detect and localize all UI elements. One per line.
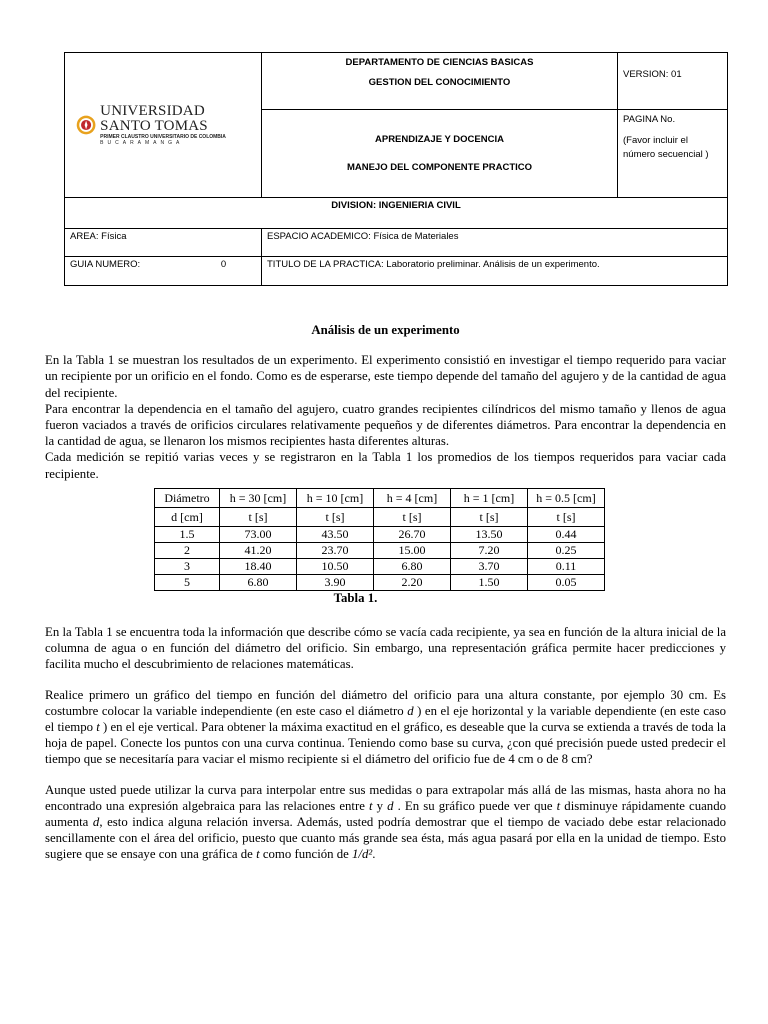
p6-text-h: . [372,847,376,862]
area-label: AREA: Física [65,229,262,257]
learning-label: APRENDIZAJE Y DOCENCIA [375,133,504,145]
version-label: VERSION: 01 [618,53,728,110]
table-cell: 1.50 [451,574,528,590]
table-row [155,574,605,590]
table-header-row [155,488,605,507]
table-cell: h = 10 [cm] [297,488,374,507]
var-t: t [256,847,260,862]
table-row [155,526,605,542]
practice-title-label: TITULO DE LA PRACTICA: Laboratorio preliminar. Análisis de un experimento. [262,257,728,286]
inverse-square-expr: 1/d² [352,847,373,862]
table-cell: h = 0.5 [cm] [528,488,605,507]
table-cell: 41.20 [220,542,297,558]
var-t: t [556,798,561,813]
p5-text-c: ) en el eje vertical. Para obtener la máxima exactitud en el gráfico, es deseable que la curva se extienda a través de toda la hoja de papel. Conecte los puntos con una curva continua. Teniendo como base su curva, ¿con qué precisión puede usted predecir el tiempo que se necesitaría para vaciar el mismo recipiente si el diámetro del orificio fue de 4 cm o de 8 cm? [45,720,726,767]
table-cell: 3 [155,558,220,574]
p6-text-d: disminuye rápidamente cuando aumenta [45,798,726,830]
table-cell: 15.00 [374,542,451,558]
learning-cell [262,110,618,198]
var-t: t [96,720,100,735]
p5-text-a: Realice primero un gráfico del tiempo en función del diámetro del orificio para una altura constante, por ejemplo 30 cm. Es costumbre colocar la variable independiente (en este caso el diámetro [45,687,726,718]
component-label: MANEJO DEL COMPONENTE PRACTICO [346,161,533,173]
table-cell: 1.5 [155,526,220,542]
table-cell: t [s] [374,507,451,526]
table-cell: 0.11 [528,558,605,574]
table-cell: t [s] [297,507,374,526]
paragraph-4: En la Tabla 1 se encuentra toda la información que describe cómo se vacía cada recipiente, ya sea en función de la altura inicial de la columna de agua o en función del diámetro del orificio. Sin embargo, una representación gráfica permite hacer predicciones y facilita mucho el descubrimiento de relaciones matemáticas. [45,625,726,672]
guide-number: 0 [220,259,227,270]
table-cell: 18.40 [220,558,297,574]
paragraph-5 [45,687,726,768]
management-label: GESTION DEL CONOCIMIENTO [368,77,511,88]
seal-icon [76,111,96,139]
table-cell: 26.70 [374,526,451,542]
table-cell: 2 [155,542,220,558]
page-cell [618,110,728,198]
var-d: d [92,815,100,830]
table-cell: 13.50 [451,526,528,542]
table-cell: 3.70 [451,558,528,574]
table-cell: 0.25 [528,542,605,558]
paragraph-1: En la Tabla 1 se muestran los resultados de un experimento. El experimento consistió en investigar el tiempo requerido para vaciar un recipiente por un orificio en el fondo. Como es de esperarse, este tiempo depende del tamaño del agujero y de la cantidad de agua del recipiente. [45,353,726,400]
table-cell: 7.20 [451,542,528,558]
table-row [155,542,605,558]
table-cell: h = 1 [cm] [451,488,528,507]
table-cell: 2.20 [374,574,451,590]
table-cell: 43.50 [297,526,374,542]
university-logo [70,104,256,146]
department-cell [262,53,618,110]
division-label: DIVISION: INGENIERIA CIVIL [65,198,728,229]
document-header [64,52,728,286]
table-cell: h = 4 [cm] [374,488,451,507]
results-table [154,488,605,591]
table-cell: 0.44 [528,526,605,542]
table-cell: 23.70 [297,542,374,558]
var-d: d [387,798,394,813]
table-cell: t [s] [528,507,605,526]
var-t: t [369,798,373,813]
table-cell: 6.80 [220,574,297,590]
academic-space-label: ESPACIO ACADEMICO: Física de Materiales [262,229,728,257]
department-label: DEPARTAMENTO DE CIENCIAS BASICAS [345,57,534,68]
table-cell: 10.50 [297,558,374,574]
university-subtitle: PRIMER CLAUSTRO UNIVERSITARIO DE COLOMBIA [100,134,226,140]
university-city: BUCARAMANGA [100,140,184,146]
table-row [155,558,605,574]
p6-text-c: . En su gráfico puede ver que [393,798,557,813]
table-cell: 3.90 [297,574,374,590]
p6-text-f: como función de [259,847,353,862]
paragraph-6 [45,782,726,863]
table-cell: 73.00 [220,526,297,542]
table-cell: 0.05 [528,574,605,590]
paragraph-2: Para encontrar la dependencia en el tamaño del agujero, cuatro grandes recipientes cilíndricos del mismo tamaño y llenos de agua fueron vaciados a través de orificios circulares relativamente pequeños y de diferentes diámetros. Para encontrar la dependencia en la cantidad de agua, se llenaron los mismos recipientes hasta diferentes alturas. [45,401,726,449]
p6-text-a: Aunque usted puede utilizar la curva para interpolar entre sus medidas o para extrapolar más allá de las mismas, hasta ahora no ha encontrado una expresión algebraica para las relaciones entre [45,782,726,813]
var-d: d [407,703,414,718]
table-cell: 6.80 [374,558,451,574]
table-cell: Diámetro [155,488,220,507]
document-body [45,322,726,863]
table-caption: Tabla 1. [333,590,378,605]
university-name: UNIVERSIDAD SANTO TOMAS [100,103,208,134]
paragraph-3: Cada medición se repitió varias veces y se registraron en la Tabla 1 los promedios de los tiempos requeridos para vaciar cada recipiente. [45,450,726,481]
table-cell: t [s] [220,507,297,526]
guide-cell [65,257,262,286]
university-logo-cell [65,53,262,198]
p5-text-b: ) en el eje horizontal y la variable dependiente (en este caso el tiempo [45,703,726,735]
table-cell: d [cm] [155,507,220,526]
page-label: PAGINA No. [623,114,676,125]
table-cell: t [s] [451,507,528,526]
document-title: Análisis de un experimento [311,323,460,337]
table-cell: 5 [155,574,220,590]
table-cell: h = 30 [cm] [220,488,297,507]
p6-text-e: , esto indica alguna relación inversa. Además, usted podría demostrar que el tiempo de vaciado debe estar relacionado sencillamente con el área del orificio, puesto que cuanto más grande sea ésta, más agua pasará por ella en la unidad de tiempo. Esto sugiere que se ensaye con una gráfica de [45,815,727,862]
table-header-row [155,507,605,526]
page-note: (Favor incluir el número secuencial ) [623,135,709,160]
guide-label: GUIA NUMERO: [70,259,141,270]
p6-text-b: y [372,798,388,813]
